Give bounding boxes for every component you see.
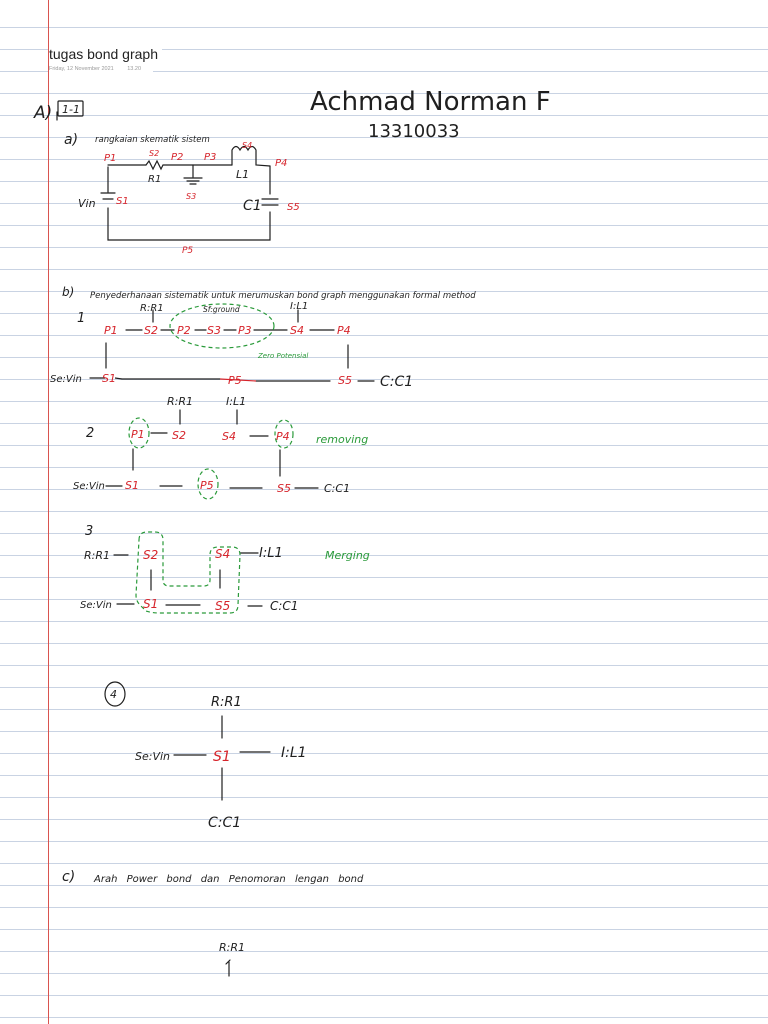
circuit-label-s3: S3 [186, 192, 197, 201]
step2-se-element: Se:Vin [73, 481, 105, 492]
circuit-label-l1: L1 [236, 168, 250, 181]
problem-label: 1-1 [62, 103, 80, 116]
step3-s1: S1 [143, 597, 159, 611]
step3-c-element: C:C1 [270, 599, 299, 613]
step1-i-element: I:L1 [290, 301, 309, 312]
circuit-label-r1: R1 [148, 174, 162, 185]
step2-node-p4: P4 [276, 430, 290, 443]
circuit-label-s1: S1 [116, 196, 129, 207]
step3-s4: S4 [215, 547, 231, 561]
step1-r-element: R:R1 [140, 303, 164, 314]
step4-se-element: Se:Vin [135, 750, 171, 763]
circuit-label-p4: P4 [275, 158, 288, 169]
step4-c-element: C:C1 [208, 815, 242, 831]
step2-i-element: I:L1 [226, 395, 247, 408]
step1-s5: S5 [338, 374, 352, 387]
step2-s1: S1 [125, 479, 139, 492]
section-label-a: A) [34, 103, 53, 123]
circuit-label-p5: P5 [182, 246, 194, 256]
page-time: 13.20 [127, 66, 142, 72]
page-date: Friday, 12 November 2021 [49, 66, 114, 72]
step3-i-element: I:L1 [259, 546, 283, 561]
step4-number: 4 [110, 688, 117, 701]
circuit-label-p1: P1 [104, 153, 117, 164]
step1-sf-element: Sf:ground [203, 305, 240, 314]
step3-r-element: R:R1 [84, 549, 110, 562]
step2-number: 2 [86, 426, 95, 441]
circuit-label-p3: P3 [204, 152, 217, 163]
step1-node-p4: P4 [337, 324, 351, 337]
circuit-label-s2: S2 [149, 149, 160, 158]
circuit-label-p2: P2 [171, 152, 184, 163]
step4-s1: S1 [213, 749, 231, 765]
step1-zero-potential-note: Zero Potensial [258, 352, 309, 360]
step4-r-element: R:R1 [211, 695, 242, 710]
part-c-r-element: R:R1 [219, 941, 245, 954]
step2-c-element: C:C1 [324, 482, 351, 495]
circuit-label-s5: S5 [287, 202, 300, 213]
step1-number: 1 [77, 311, 86, 326]
step1-node-s4: S4 [290, 324, 304, 337]
student-id: 13310033 [368, 121, 460, 142]
step3-number: 3 [85, 524, 94, 539]
part-c-heading: Arah Power bond dan Penomoran lengan bond [94, 874, 364, 885]
step1-node-p2: P2 [177, 324, 191, 337]
step3-s2: S2 [143, 548, 159, 562]
step2-node-s2: S2 [172, 429, 186, 442]
page-title[interactable]: tugas bond graph [49, 46, 162, 62]
step2-r-element: R:R1 [167, 395, 193, 408]
step2-node-p1: P1 [131, 428, 145, 441]
step1-se-element: Se:Vin [50, 374, 82, 385]
step2-node-s4: S4 [222, 430, 236, 443]
step2-s5: S5 [277, 482, 291, 495]
part-a-label: a) [64, 132, 79, 148]
step1-s1: S1 [102, 372, 116, 385]
step3-merging-note: Merging [325, 549, 370, 562]
step1-p5: P5 [228, 374, 242, 387]
step1-c-element: C:C1 [380, 374, 414, 390]
step3-se-element: Se:Vin [80, 600, 112, 611]
step2-p5: P5 [200, 479, 214, 492]
step1-node-s2: S2 [144, 324, 158, 337]
circuit-label-s4: S4 [242, 141, 253, 150]
step1-node-p3: P3 [238, 324, 252, 337]
part-c-label: c) [62, 869, 76, 885]
step3-s5: S5 [215, 599, 231, 613]
author-name: Achmad Norman F [310, 87, 551, 117]
part-b-heading: Penyederhanaan sistematik untuk merumuskan bond graph menggunakan formal method [90, 291, 476, 301]
part-a-heading: rangkaian skematik sistem [95, 135, 210, 145]
step1-node-s3: S3 [207, 324, 221, 337]
part-b-label: b) [62, 285, 75, 299]
step4-i-element: I:L1 [281, 745, 307, 761]
circuit-label-c1: C1 [243, 198, 262, 214]
step1-node-p1: P1 [104, 324, 118, 337]
step2-removing-note: removing [316, 433, 369, 446]
circuit-label-vin: Vin [78, 197, 96, 210]
